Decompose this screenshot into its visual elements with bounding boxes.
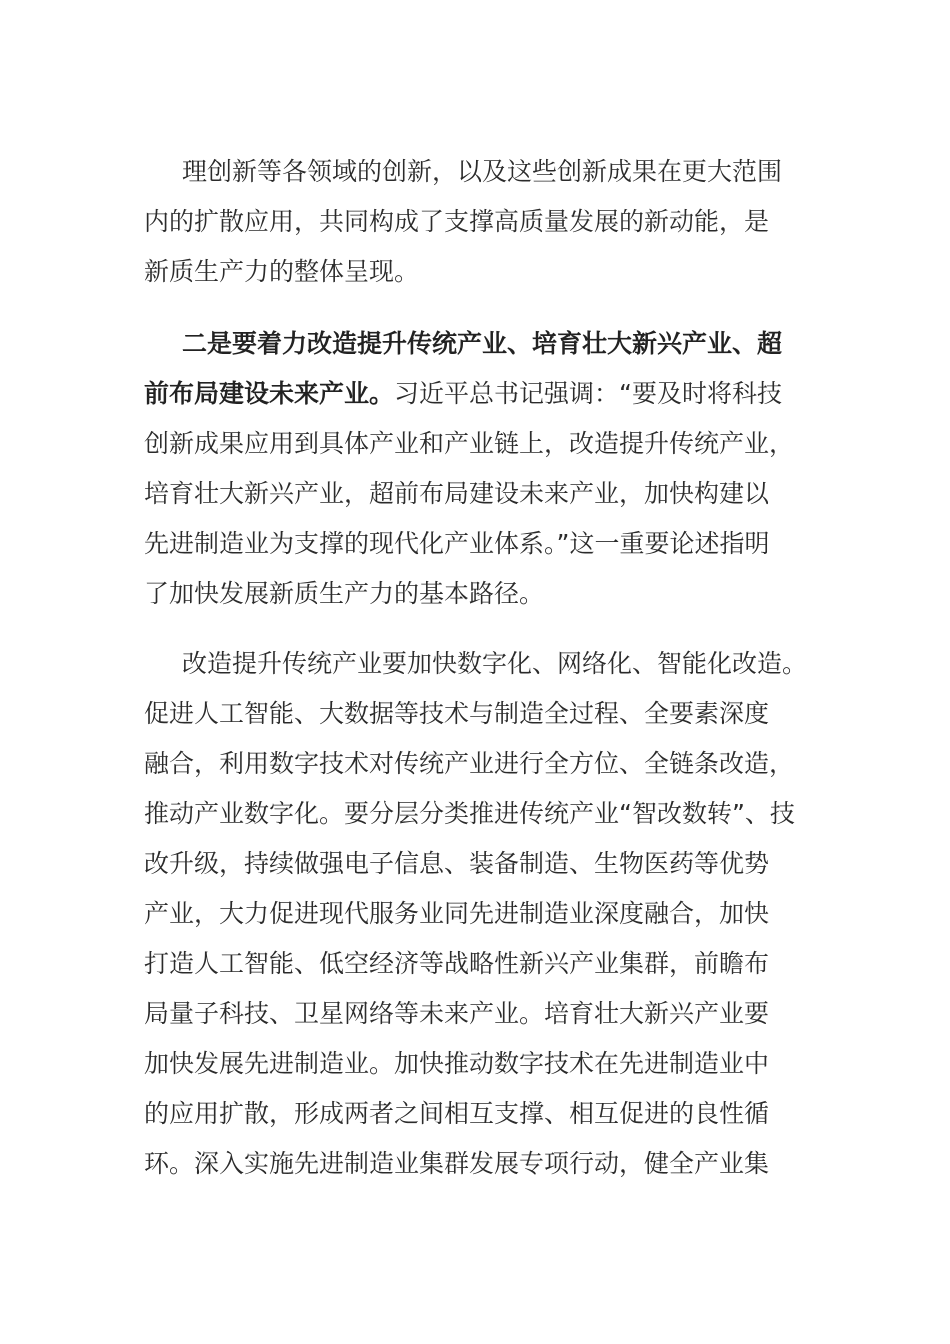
paragraph-line: 内的扩散应用，共同构成了支撑高质量发展的新动能，是 — [144, 207, 770, 236]
paragraph-line: 融合，利用数字技术对传统产业进行全方位、全链条改造， — [144, 749, 795, 778]
paragraph-line: 改升级，持续做强电子信息、装备制造、生物医药等优势 — [144, 849, 770, 878]
paragraph-line: 促进人工智能、大数据等技术与制造全过程、全要素深度 — [144, 699, 770, 728]
quote-lead-text: 习近平总书记强调：“要及时将科技 — [394, 379, 782, 408]
paragraph-line: 的应用扩散，形成两者之间相互支撑、相互促进的良性循 — [144, 1099, 770, 1128]
paragraph-line: 培育壮大新兴产业，超前布局建设未来产业，加快构建以 — [144, 479, 770, 508]
bold-heading-text: 前布局建设未来产业。 — [144, 379, 395, 408]
paragraph-line: 环。深入实施先进制造业集群发展专项行动，健全产业集 — [144, 1149, 770, 1178]
paragraph-line: 理创新等各领域的创新，以及这些创新成果在更大范围 — [182, 157, 783, 186]
paragraph-line: 新质生产力的整体呈现。 — [144, 257, 420, 286]
paragraph-line: 创新成果应用到具体产业和产业链上，改造提升传统产业， — [144, 429, 795, 458]
paragraph-line: 产业，大力促进现代服务业同先进制造业深度融合，加快 — [144, 899, 770, 928]
paragraph-line: 了加快发展新质生产力的基本路径。 — [144, 579, 545, 608]
paragraph-line: 局量子科技、卫星网络等未来产业。培育壮大新兴产业要 — [144, 999, 770, 1028]
paragraph-line: 先进制造业为支撑的现代化产业体系。”这一重要论述指明 — [144, 529, 770, 558]
paragraph-line: 加快发展先进制造业。加快推动数字技术在先进制造业中 — [144, 1049, 770, 1078]
paragraph-line: 打造人工智能、低空经济等战略性新兴产业集群，前瞻布 — [144, 949, 770, 978]
bold-heading-line: 二是要着力改造提升传统产业、培育壮大新兴产业、超 — [182, 329, 783, 358]
paragraph-line — [144, 376, 782, 412]
paragraph-line: 推动产业数字化。要分层分类推进传统产业“智改数转”、技 — [144, 799, 795, 828]
paragraph-line: 改造提升传统产业要加快数字化、网络化、智能化改造。 — [182, 649, 808, 678]
